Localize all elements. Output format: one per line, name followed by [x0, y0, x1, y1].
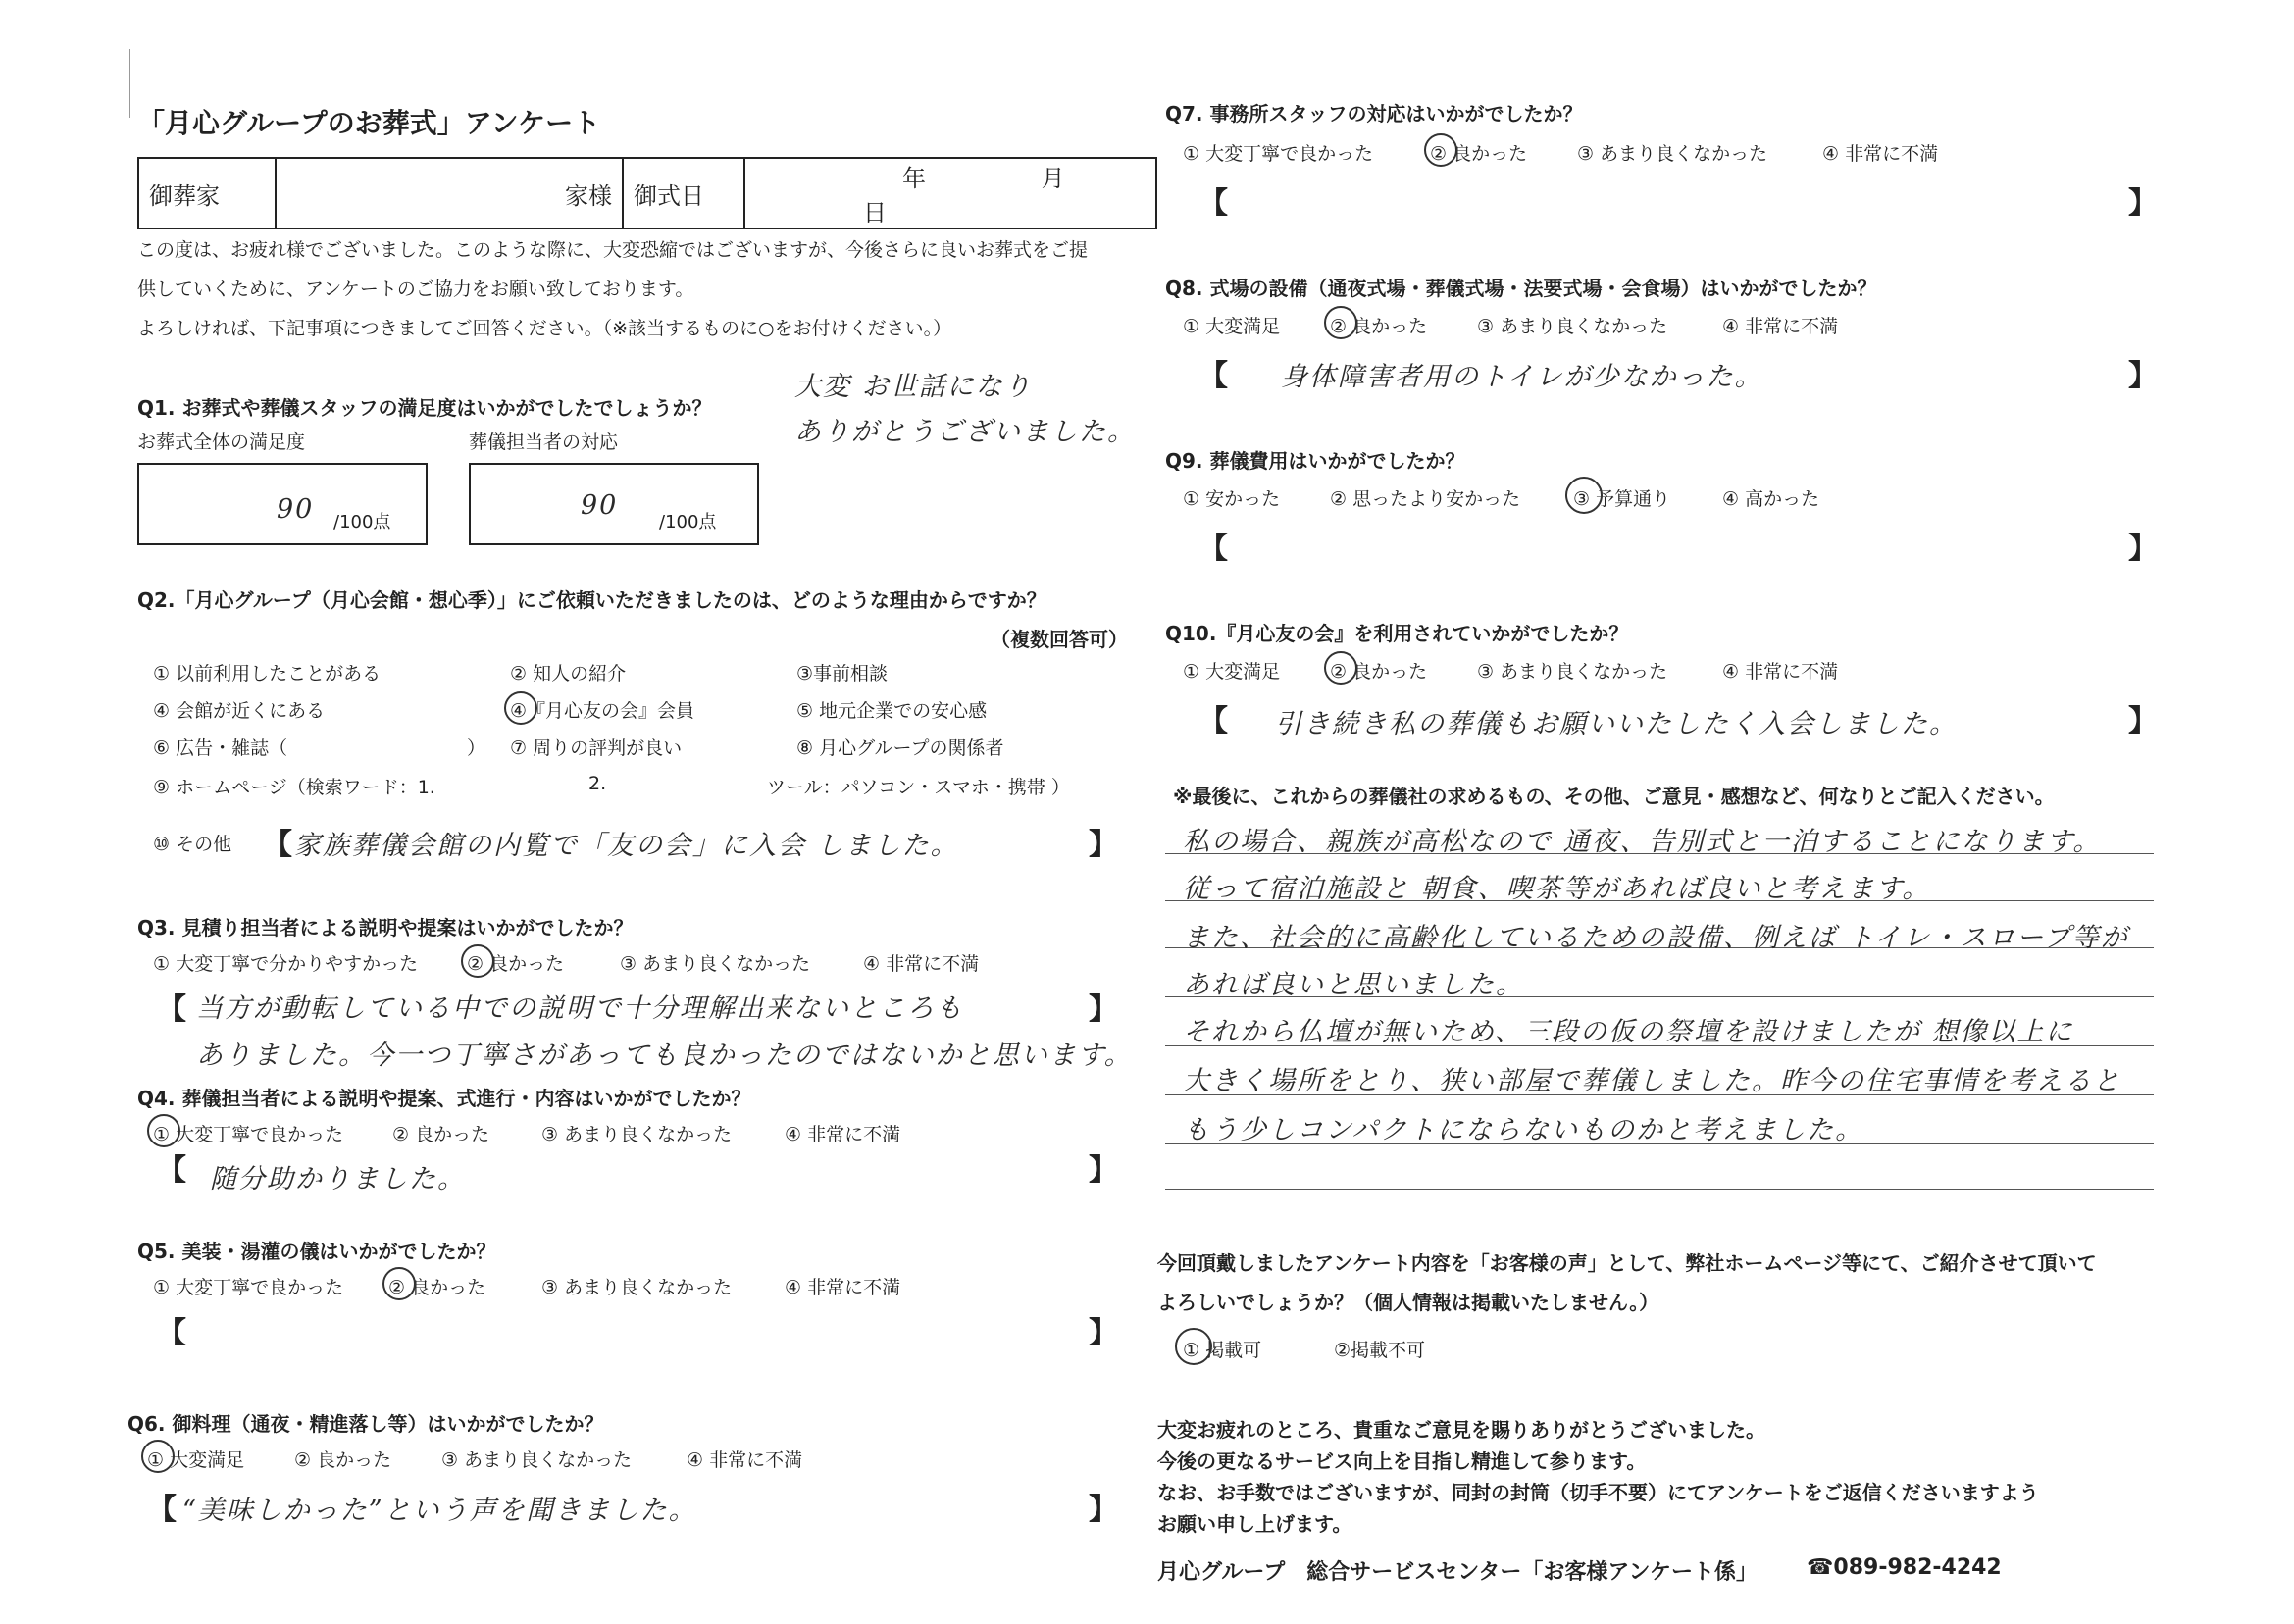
q8-option-2[interactable]: ② 良かった	[1330, 316, 1428, 337]
q2-question: Q2.「月心グループ（月心会館・想心季）」にご依頼いただきましたのは、どのような理由からですか？	[137, 588, 1046, 612]
q2-option-6[interactable]: ⑤ 地元企業での安心感	[796, 700, 988, 722]
q5-question: Q5. 美装・湯灌の儀はいかがでしたか？	[137, 1240, 496, 1263]
q9-option-4[interactable]: ④ 高かった	[1722, 488, 1820, 510]
q1-label-overall: お葬式全体の満足度	[137, 431, 306, 453]
q2-option-9[interactable]: ⑧ 月心グループの関係者	[796, 737, 1004, 759]
q2-option-5[interactable]: ④『月心友の会』会員	[510, 700, 695, 722]
q4-question: Q4. 葬儀担当者による説明や提案、式進行・内容はいかがでしたか？	[137, 1087, 751, 1110]
q7-option-2-circle	[1424, 133, 1457, 167]
q9-option-3[interactable]: ③ 予算通り	[1573, 488, 1671, 510]
q8-comment: 身体障害者用のトイレが少なかった。	[1281, 362, 1763, 392]
q2-multiple-note: （複数回答可）	[991, 628, 1128, 651]
q3-comment-line-2: ありました。今一つ丁寧さがあっても良かったのではないかと思います。	[196, 1040, 1133, 1071]
q7-option-2[interactable]: ② 良かった	[1430, 143, 1528, 165]
q7-option-3[interactable]: ③ あまり良くなかった	[1577, 143, 1768, 165]
q2-option-10-keyword-2: 2.	[588, 773, 607, 794]
q9-bracket-open: 【	[1198, 532, 1228, 566]
publish-question-line-1: 今回頂戴しましたアンケート内容を「お客様の声」として、弊社ホームページ等にて、ご紹介させて頂いて	[1157, 1251, 2097, 1275]
footer-organization: 月心グループ 総合サービスセンター「お客様アンケート係」	[1157, 1560, 1759, 1585]
q4-bracket-open: 【	[157, 1153, 186, 1188]
q2-other-text: 家族葬儀会館の内覧で「友の会」に入会 しました。	[294, 831, 959, 861]
final-comment-line-4: あれば良いと思いました。	[1183, 970, 1524, 1000]
q8-question: Q8. 式場の設備（通夜式場・葬儀式場・法要式場・会食場）はいかがでしたか？	[1165, 277, 1877, 300]
intro-line-1: この度は、お疲れ様でございました。このような際に、大変恐縮ではございますが、今後さらに良いお葬式をご提	[137, 239, 1089, 261]
intro-line-2: 供していくために、アンケートのご協力をお願い致しております。	[137, 279, 694, 300]
publish-option-deny[interactable]: ②掲載不可	[1334, 1340, 1426, 1361]
thanks-line-3: なお、お手数ではございますが、同封の封筒（切手不要）にてアンケートをご返信くださいますよう	[1157, 1481, 2039, 1504]
final-comment-line-7: もう少しコンパクトにならないものかと考えました。	[1183, 1115, 1864, 1145]
q2-option-8[interactable]: ⑦ 周りの評判が良い	[510, 737, 683, 759]
q1-score-overall: 90	[277, 494, 315, 525]
q8-option-1[interactable]: ① 大変満足	[1183, 316, 1281, 337]
footer-phone: ☎089-982-4242	[1807, 1555, 2002, 1580]
q2-option-7[interactable]: ⑥ 広告・雑誌（	[153, 737, 288, 759]
thanks-line-1: 大変お疲れのところ、貴重なご意見を賜りありがとうございました。	[1157, 1418, 1765, 1442]
q6-option-2[interactable]: ② 良かった	[294, 1449, 392, 1471]
q4-bracket-close: 】	[1089, 1153, 1118, 1188]
q5-option-1[interactable]: ① 大変丁寧で良かった	[153, 1277, 344, 1298]
q10-bracket-open: 【	[1198, 704, 1228, 738]
ceremony-date-field[interactable]	[744, 158, 1156, 228]
q10-question: Q10.『月心友の会』を利用されていかがでしたか？	[1165, 622, 1629, 645]
q8-bracket-close: 】	[2128, 359, 2158, 393]
q3-comment-line-1: 当方が動転している中での説明で十分理解出来ないところも	[196, 993, 964, 1024]
ceremony-date-label: 御式日	[623, 158, 744, 228]
family-name-field[interactable]	[276, 158, 623, 228]
q9-option-1[interactable]: ① 安かった	[1183, 488, 1281, 510]
q10-option-2-circle	[1324, 651, 1357, 685]
q6-option-4[interactable]: ④ 非常に不満	[687, 1449, 803, 1471]
q2-option-10-tools: ツール：パソコン・スマホ・携帯 ）	[767, 777, 1070, 798]
q2-option-10[interactable]: ⑨ ホームページ（検索ワード：1.	[153, 777, 435, 798]
q4-option-2[interactable]: ② 良かった	[392, 1124, 490, 1145]
q3-option-2[interactable]: ② 良かった	[467, 953, 565, 975]
final-comment-line-2: 従って宿泊施設と 朝食、喫茶等があれば良いと考えます。	[1183, 874, 1931, 904]
q2-bracket-open: 【	[263, 828, 292, 862]
q3-option-2-circle	[461, 944, 494, 978]
survey-title: 「月心グループのお葬式」アンケート	[137, 107, 601, 139]
sama-label: 家様	[565, 181, 612, 210]
thanks-line-4: お願い申し上げます。	[1157, 1512, 1352, 1536]
q2-option-3[interactable]: ③事前相談	[796, 663, 889, 685]
q10-option-2[interactable]: ② 良かった	[1330, 661, 1428, 683]
q6-comment: “美味しかった”という声を聞きました。	[182, 1496, 697, 1526]
final-comment-line-3: また、社会的に高齢化しているための設備、例えば トイレ・スロープ等が	[1183, 923, 2129, 953]
q6-bracket-open: 【	[147, 1493, 177, 1527]
q6-bracket-close: 】	[1089, 1493, 1118, 1527]
q9-option-2[interactable]: ② 思ったより安かった	[1330, 488, 1521, 510]
q5-option-3[interactable]: ③ あまり良くなかった	[541, 1277, 733, 1298]
q6-option-1-circle	[141, 1440, 175, 1473]
q9-bracket-close: 】	[2128, 532, 2158, 566]
publish-option-allow-circle	[1175, 1328, 1212, 1365]
q3-bracket-close: 】	[1089, 992, 1118, 1027]
q4-option-4[interactable]: ④ 非常に不満	[785, 1124, 901, 1145]
q10-option-4[interactable]: ④ 非常に不満	[1722, 661, 1839, 683]
family-label: 御葬家	[138, 158, 276, 228]
final-comment-line-5: それから仏壇が無いため、三段の仮の祭壇を設けましたが 想像以上に	[1183, 1017, 2074, 1047]
q2-bracket-close: 】	[1089, 828, 1118, 862]
q9-question: Q9. 葬儀費用はいかがでしたか？	[1165, 449, 1465, 473]
q1-comment-line-1: 大変 お世話になり	[794, 372, 1033, 402]
q8-option-4[interactable]: ④ 非常に不満	[1722, 316, 1839, 337]
q9-option-3-circle	[1565, 477, 1603, 514]
q4-option-1[interactable]: ① 大変丁寧で良かった	[153, 1124, 344, 1145]
q6-question: Q6. 御料理（通夜・精進落し等）はいかがでしたか？	[127, 1412, 604, 1436]
thanks-line-2: 今後の更なるサービス向上を目指し精進して参ります。	[1157, 1449, 1647, 1473]
q3-question: Q3. 見積り担当者による説明や提案はいかがでしたか？	[137, 916, 634, 939]
q1-question: Q1. お葬式や葬儀スタッフの満足度はいかがでしたでしょうか？	[137, 396, 712, 420]
q5-option-2-circle	[382, 1267, 416, 1300]
q2-option-2[interactable]: ② 知人の紹介	[510, 663, 627, 685]
q4-comment: 随分助かりました。	[210, 1164, 466, 1194]
q2-option-5-circle	[504, 691, 537, 725]
q2-option-4[interactable]: ④ 会館が近くにある	[153, 700, 326, 722]
q3-option-1[interactable]: ① 大変丁寧で分かりやすかった	[153, 953, 419, 975]
q1-unit-overall: /100点	[333, 512, 391, 533]
q1-label-staff: 葬儀担当者の対応	[469, 431, 619, 453]
q7-bracket-close: 】	[2128, 186, 2158, 221]
q4-option-3[interactable]: ③ あまり良くなかった	[541, 1124, 733, 1145]
q5-option-4[interactable]: ④ 非常に不満	[785, 1277, 901, 1298]
q6-option-3[interactable]: ③ あまり良くなかった	[441, 1449, 633, 1471]
intro-line-3: よろしければ、下記事項につきましてご回答ください。（※該当するものに○をお付けください。）	[137, 318, 952, 339]
publish-question-line-2: よろしいでしょうか？（個人情報は掲載いたしません。）	[1157, 1291, 1659, 1314]
q1-unit-staff: /100点	[659, 512, 717, 533]
q1-score-staff: 90	[581, 490, 619, 521]
q6-option-1[interactable]: ① 大変満足	[147, 1449, 245, 1471]
month-label: 月	[1041, 165, 1065, 192]
answer-line	[1165, 1189, 2154, 1190]
publish-option-allow[interactable]: ① 掲載可	[1183, 1340, 1262, 1361]
q8-bracket-open: 【	[1198, 359, 1228, 393]
family-header-table	[137, 157, 1157, 229]
q7-question: Q7. 事務所スタッフの対応はいかがでしたか？	[1165, 102, 1583, 126]
q8-option-3[interactable]: ③ あまり良くなかった	[1477, 316, 1668, 337]
q7-option-1[interactable]: ① 大変丁寧で良かった	[1183, 143, 1374, 165]
q10-comment: 引き続き私の葬儀もお願いいたしたく入会しました。	[1275, 709, 1958, 739]
q8-option-2-circle	[1324, 306, 1357, 339]
q3-option-3[interactable]: ③ あまり良くなかった	[620, 953, 811, 975]
q4-option-1-circle	[147, 1114, 180, 1147]
q10-option-1[interactable]: ① 大変満足	[1183, 661, 1281, 683]
q2-option-11[interactable]: ⑩ その他	[153, 834, 232, 855]
q2-option-7-close: ）	[467, 737, 486, 759]
scan-line	[129, 49, 130, 118]
q7-option-4[interactable]: ④ 非常に不満	[1822, 143, 1939, 165]
day-label: 日	[863, 199, 887, 227]
q7-bracket-open: 【	[1198, 186, 1228, 221]
q3-bracket-open: 【	[157, 992, 186, 1027]
final-comment-line-1: 私の場合、親族が高松なので 通夜、告別式と一泊することになります。	[1183, 827, 2102, 857]
q10-bracket-close: 】	[2128, 704, 2158, 738]
q1-comment-line-2: ありがとうございました。	[794, 417, 1136, 447]
q10-option-3[interactable]: ③ あまり良くなかった	[1477, 661, 1668, 683]
q3-option-4[interactable]: ④ 非常に不満	[863, 953, 980, 975]
year-label: 年	[902, 165, 926, 192]
q5-option-2[interactable]: ② 良かった	[388, 1277, 486, 1298]
q2-option-1[interactable]: ① 以前利用したことがある	[153, 663, 382, 685]
q5-bracket-close: 】	[1089, 1316, 1118, 1350]
final-comment-line-6: 大きく場所をとり、狭い部屋で葬儀しました。昨今の住宅事情を考えると	[1183, 1066, 2121, 1096]
final-question: ※最後に、これからの葬儀社の求めるもの、その他、ご意見・感想など、何なりとご記入ください。	[1173, 785, 2055, 808]
q5-bracket-open: 【	[157, 1316, 186, 1350]
